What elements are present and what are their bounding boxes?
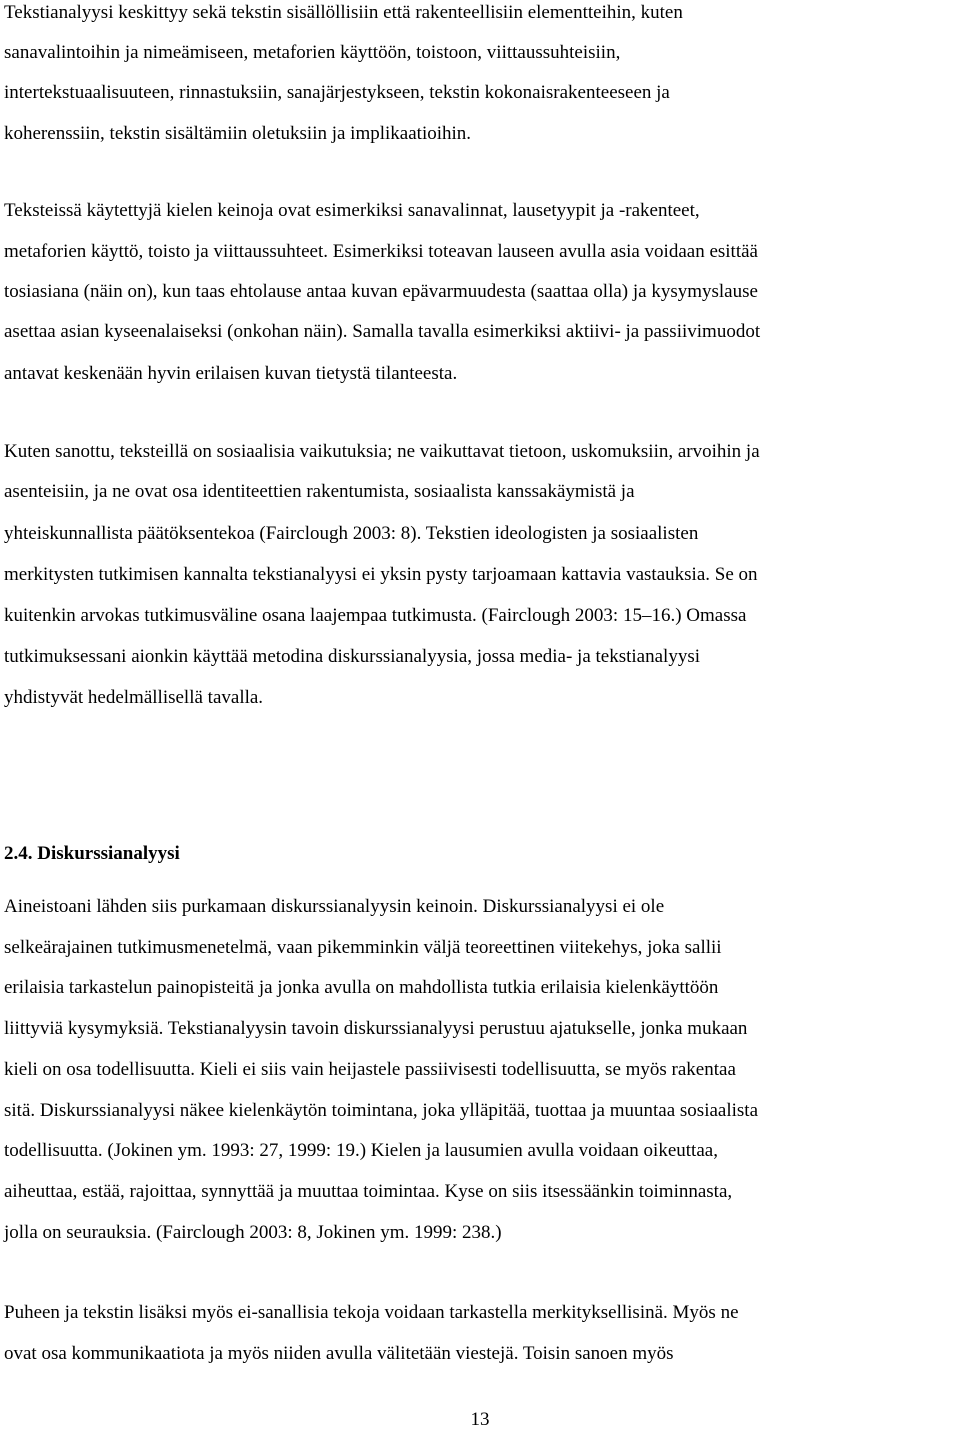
- text-line: Teksteissä käytettyjä kielen keinoja ovat esimerkiksi sanavalinnat, lausetyypit ja -rakenteet,: [4, 200, 700, 221]
- text-line: antavat keskenään hyvin erilaisen kuvan tietystä tilanteesta.: [4, 363, 458, 384]
- page-number: 13: [470, 1409, 490, 1430]
- text-line: Puheen ja tekstin lisäksi myös ei-sanallisia tekoja voidaan tarkastella merkityksellisinä. Myös ne: [4, 1302, 739, 1323]
- text-line: kuitenkin arvokas tutkimusväline osana laajempaa tutkimusta. (Fairclough 2003: 15‒16.) Omassa: [4, 605, 747, 626]
- text-line: erilaisia tarkastelun painopisteitä ja jonka avulla on mahdollista tutkia erilaisia kielenkäyttöön: [4, 977, 719, 998]
- text-line: sitä. Diskurssianalyysi näkee kielenkäytön toimintana, joka ylläpitää, tuottaa ja muuntaa sosiaalista: [4, 1100, 758, 1121]
- text-line: metaforien käyttö, toisto ja viittaussuhteet. Esimerkiksi toteavan lauseen avulla asia voidaan esittää: [4, 241, 758, 262]
- text-line: Kuten sanottu, teksteillä on sosiaalisia vaikutuksia; ne vaikuttavat tietoon, uskomuksiin, arvoihin ja: [4, 441, 760, 462]
- text-line: sanavalintoihin ja nimeämiseen, metaforien käyttöön, toistoon, viittaussuhteisiin,: [4, 42, 621, 63]
- text-line: kieli on osa todellisuutta. Kieli ei siis vain heijastele passiivisesti todellisuutta, se myös rakentaa: [4, 1059, 736, 1080]
- text-line: intertekstuaalisuuteen, rinnastuksiin, sanajärjestykseen, tekstin kokonaisrakenteeseen ja: [4, 82, 670, 103]
- text-line: aiheuttaa, estää, rajoittaa, synnyttää ja muuttaa toimintaa. Kyse on siis itsessäänkin toiminnasta,: [4, 1181, 733, 1202]
- text-line: tutkimuksessani aionkin käyttää metodina diskurssianalyysia, jossa media- ja tekstianalyysi: [4, 646, 701, 667]
- section-heading: 2.4. Diskurssianalyysi: [4, 843, 180, 864]
- text-line: merkitysten tutkimisen kannalta tekstianalyysi ei yksin pysty tarjoamaan kattavia vastauksia. Se on: [4, 564, 758, 585]
- text-line: jolla on seurauksia. (Fairclough 2003: 8, Jokinen ym. 1999: 238.): [4, 1222, 502, 1243]
- text-line: todellisuutta. (Jokinen ym. 1993: 27, 1999: 19.) Kielen ja lausumien avulla voidaan oikeuttaa,: [4, 1140, 718, 1161]
- text-line: liittyviä kysymyksiä. Tekstianalyysin tavoin diskurssianalyysi perustuu ajatukselle, jonka mukaan: [4, 1018, 748, 1039]
- text-line: asenteisiin, ja ne ovat osa identiteettien rakentumista, sosiaalista kanssakäymistä ja: [4, 481, 635, 502]
- text-line: selkeärajainen tutkimusmenetelmä, vaan pikemminkin väljä teoreettinen viitekehys, joka sallii: [4, 937, 722, 958]
- text-line: koherenssiin, tekstin sisältämiin oletuksiin ja implikaatioihin.: [4, 123, 472, 144]
- text-line: yhteiskunnallista päätöksentekoa (Fairclough 2003: 8). Tekstien ideologisten ja sosiaalisten: [4, 523, 699, 544]
- text-line: asettaa asian kyseenalaiseksi (onkohan näin). Samalla tavalla esimerkiksi aktiivi- ja passiivimuodot: [4, 321, 761, 342]
- text-line: ovat osa kommunikaatiota ja myös niiden avulla välitetään viestejä. Toisin sanoen myös: [4, 1343, 674, 1364]
- text-line: tosiasiana (näin on), kun taas ehtolause antaa kuvan epävarmuudesta (saattaa olla) ja kysymyslause: [4, 281, 758, 302]
- text-line: yhdistyvät hedelmällisellä tavalla.: [4, 687, 264, 708]
- text-line: Aineistoani lähden siis purkamaan diskurssianalyysin keinoin. Diskurssianalyysi ei ole: [4, 896, 665, 917]
- text-line: Tekstianalyysi keskittyy sekä tekstin sisällöllisiin että rakenteellisiin elementteihin, kuten: [4, 2, 683, 23]
